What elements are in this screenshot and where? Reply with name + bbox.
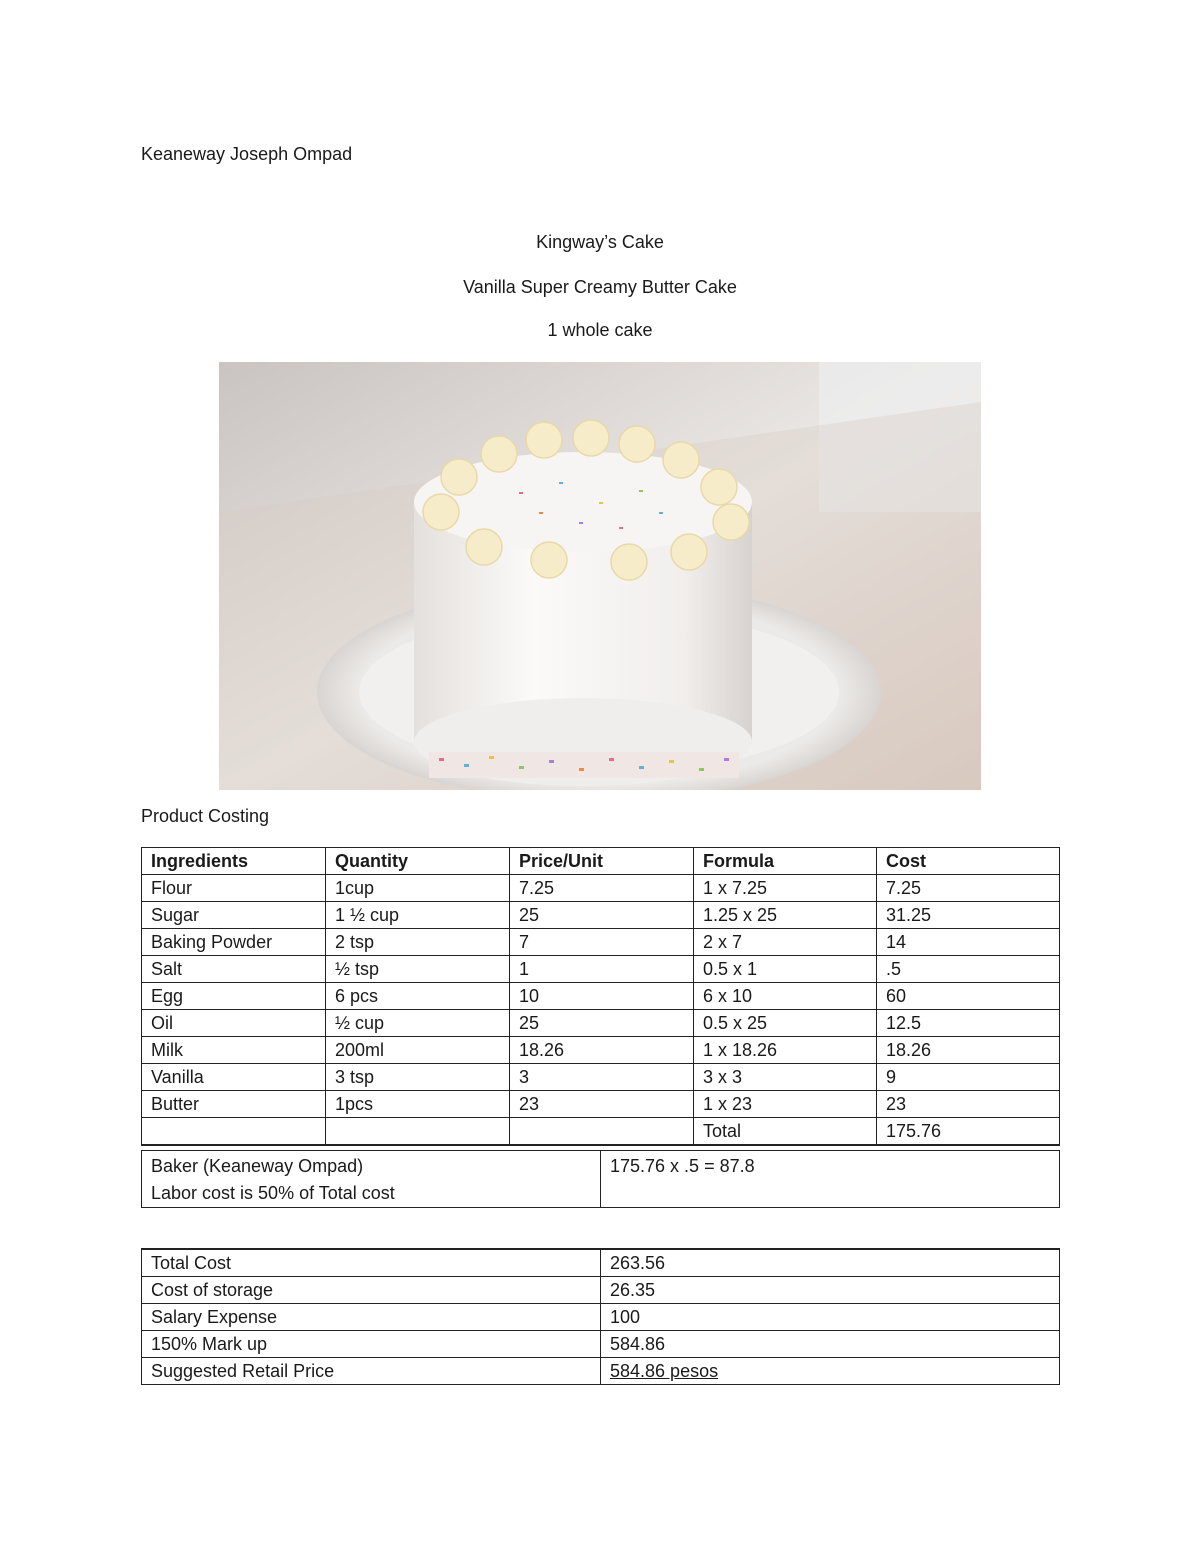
labor-cost-table [141,1150,1060,1208]
table-cell: Egg [142,983,326,1010]
table-cell: Oil [142,1010,326,1037]
section-label: Product Costing [141,806,270,826]
summary-value: 584.86 [601,1331,1060,1358]
table-row [142,875,1060,902]
table-header-row [142,848,1060,875]
table-cell: ½ tsp [326,956,510,983]
table-cell: 1 x 18.26 [694,1037,877,1064]
empty-cell [326,1118,510,1146]
table-cell: Baking Powder [142,929,326,956]
table-cell: 2 x 7 [694,929,877,956]
table-cell: 3 tsp [326,1064,510,1091]
table-cell: 1 ½ cup [326,902,510,929]
table-row [142,1249,1060,1277]
table-cell: 0.5 x 25 [694,1010,877,1037]
summary-value [601,1358,1060,1385]
table-cell: 0.5 x 1 [694,956,877,983]
labor-calculation: 175.76 x .5 = 87.8 [601,1151,1060,1208]
summary-label: 150% Mark up [142,1331,601,1358]
table-cell: 2 tsp [326,929,510,956]
total-value: 175.76 [877,1118,1060,1146]
table-cell: 10 [510,983,694,1010]
labor-rule-line: Labor cost is 50% of Total cost [151,1183,395,1203]
table-cell: 3 x 3 [694,1064,877,1091]
table-cell: 6 pcs [326,983,510,1010]
table-cell: 1 x 7.25 [694,875,877,902]
summary-label: Cost of storage [142,1277,601,1304]
table-row [142,929,1060,956]
table-cell: 9 [877,1064,1060,1091]
table-cell: Vanilla [142,1064,326,1091]
table-cell: Salt [142,956,326,983]
table-cell: 3 [510,1064,694,1091]
table-cell: 7.25 [510,875,694,902]
table-row [142,1010,1060,1037]
table-cell: 1 x 23 [694,1091,877,1118]
column-header: Ingredients [142,848,326,875]
table-cell: 7 [510,929,694,956]
table-cell: 60 [877,983,1060,1010]
labor-baker-line: Baker (Keaneway Ompad) [151,1156,364,1176]
table-cell: 31.25 [877,902,1060,929]
table-cell: 200ml [326,1037,510,1064]
table-cell: 23 [510,1091,694,1118]
table-row [142,1037,1060,1064]
cake-photo [219,362,981,790]
table-cell: Flour [142,875,326,902]
summary-label: Salary Expense [142,1304,601,1331]
author-name: Keaneway Joseph Ompad [141,144,353,164]
business-name: Kingway’s Cake [536,232,664,252]
summary-value: 263.56 [601,1249,1060,1277]
column-header: Cost [877,848,1060,875]
table-row [142,1064,1060,1091]
table-row [142,1331,1060,1358]
empty-cell [142,1118,326,1146]
table-cell: 7.25 [877,875,1060,902]
table-cell: ½ cup [326,1010,510,1037]
table-cell: 25 [510,1010,694,1037]
table-row [142,1277,1060,1304]
table-cell: 25 [510,902,694,929]
summary-table [141,1248,1060,1385]
column-header: Formula [694,848,877,875]
table-cell: 1 [510,956,694,983]
total-label: Total [694,1118,877,1146]
product-name: Vanilla Super Creamy Butter Cake [463,277,737,297]
summary-value: 26.35 [601,1277,1060,1304]
total-row [142,1118,1060,1146]
costing-table [141,847,1060,1146]
table-cell: .5 [877,956,1060,983]
table-cell: 1pcs [326,1091,510,1118]
table-row [142,1358,1060,1385]
summary-value: 100 [601,1304,1060,1331]
column-header: Price/Unit [510,848,694,875]
table-cell: 12.5 [877,1010,1060,1037]
table-cell: 18.26 [877,1037,1060,1064]
table-cell: 1.25 x 25 [694,902,877,929]
summary-label: Suggested Retail Price [142,1358,601,1385]
table-row [142,1151,1060,1208]
table-cell: Butter [142,1091,326,1118]
table-row [142,983,1060,1010]
labor-description [142,1151,601,1208]
table-row [142,1091,1060,1118]
yield-text: 1 whole cake [547,320,653,340]
table-cell: 18.26 [510,1037,694,1064]
table-cell: 6 x 10 [694,983,877,1010]
table-cell: Sugar [142,902,326,929]
table-cell: Milk [142,1037,326,1064]
table-cell: 1cup [326,875,510,902]
table-cell: 14 [877,929,1060,956]
table-row [142,1304,1060,1331]
table-row [142,956,1060,983]
table-cell: 23 [877,1091,1060,1118]
column-header: Quantity [326,848,510,875]
summary-label: Total Cost [142,1249,601,1277]
retail-price-value: 584.86 pesos [610,1360,719,1381]
empty-cell [510,1118,694,1146]
table-row [142,902,1060,929]
